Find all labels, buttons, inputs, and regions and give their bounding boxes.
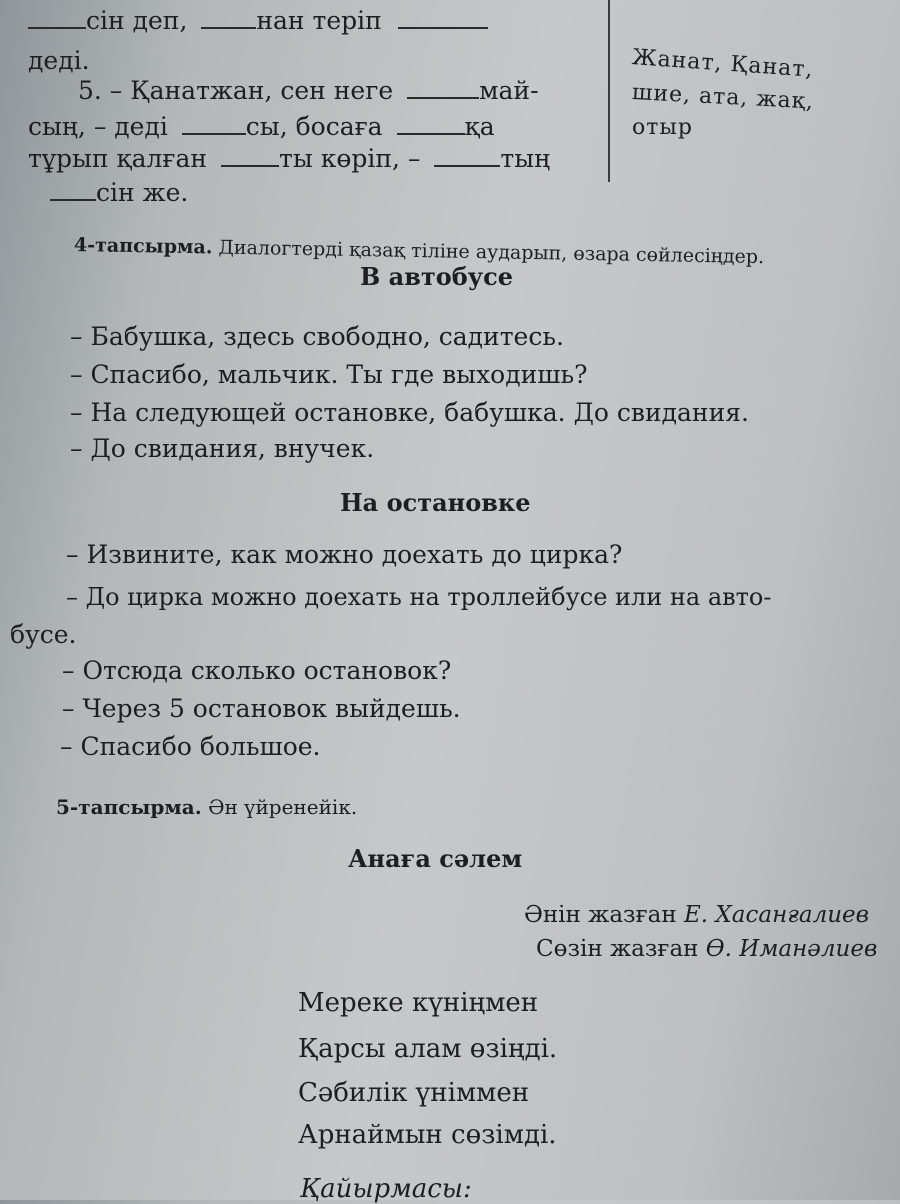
verse-line-4: Арнаймын сөзімді. [298,1120,557,1150]
dialog-2-line-3: бусе. [10,620,77,649]
dialog-2-line-6: – Спасибо большое. [60,732,321,761]
music-credit: Әнін жазған Е. Хасанғалиев [524,902,870,928]
answer-blank [398,9,488,29]
dialog-1-line-4: – До свидания, внучек. [70,434,375,463]
lyrics-author: Ө. Иманәлиев [705,936,878,962]
exercise-line-2: деді. [28,46,90,75]
word-box [632,40,814,145]
dialog-2-line-5: – Через 5 остановок выйдешь. [62,694,461,723]
answer-blank [182,115,246,135]
task-5-label: 5-тапсырма. [56,795,202,819]
answer-blank [50,181,96,201]
song-title: Анаға сәлем [348,844,523,873]
word-box-line-1: Жанат, Қанат, [631,45,815,83]
column-divider [608,0,610,182]
task-4-label: 4-тапсырма. [73,234,213,259]
answer-blank [28,9,86,29]
verse-line-2: Қарсы алам өзіңді. [298,1034,558,1064]
exercise-line-5: тұрып қалған ты көріп, – тың [28,144,551,173]
answer-blank [201,9,256,29]
answer-blank [407,79,479,99]
task-5-text: Ән үйренейік. [208,795,358,819]
verse-line-1: Мереке күніңмен [298,988,539,1018]
word-box-line-3: отыр [632,115,694,140]
dialog-1-line-3: – На следующей остановке, бабушка. До свидания. [70,398,749,427]
answer-blank [397,115,465,135]
answer-blank [434,147,500,167]
exercise-line-1: сін деп, нан теріп [28,6,488,36]
lyrics-credit: Сөзін жазған Ө. Иманәлиев [536,936,878,962]
dialog-2-title: На остановке [340,488,531,517]
chorus-label: Қайырмасы: [300,1174,472,1204]
dialog-1-title: В автобусе [360,262,513,291]
verse-line-3: Сәбилік үніммен [298,1078,530,1108]
dialog-1-line-2: – Спасибо, мальчик. Ты где выходишь? [70,360,588,389]
exercise-line-4: сың, – деді сы, босаға қа [28,112,495,141]
dialog-2-line-4: – Отсюда сколько остановок? [62,656,452,685]
word-box-line-2: шие, ата, жақ, [631,80,815,115]
dialog-2-line-1: – Извините, как можно доехать до цирка? [66,540,623,569]
task-5-heading [56,792,357,822]
exercise-line-6: сін же. [50,178,188,208]
music-author: Е. Хасанғалиев [684,902,870,928]
dialog-2-line-2: – До цирка можно доехать на троллейбусе или на авто- [66,583,772,611]
task-4-text: Диалогтерді қазақ тіліне аударып, өзара сөйлесіңдер. [218,236,765,269]
exercise-line-3: 5. – Қанатжан, сен неге май- [78,76,539,105]
answer-blank [221,147,279,167]
dialog-1-line-1: – Бабушка, здесь свободно, садитесь. [70,322,564,351]
